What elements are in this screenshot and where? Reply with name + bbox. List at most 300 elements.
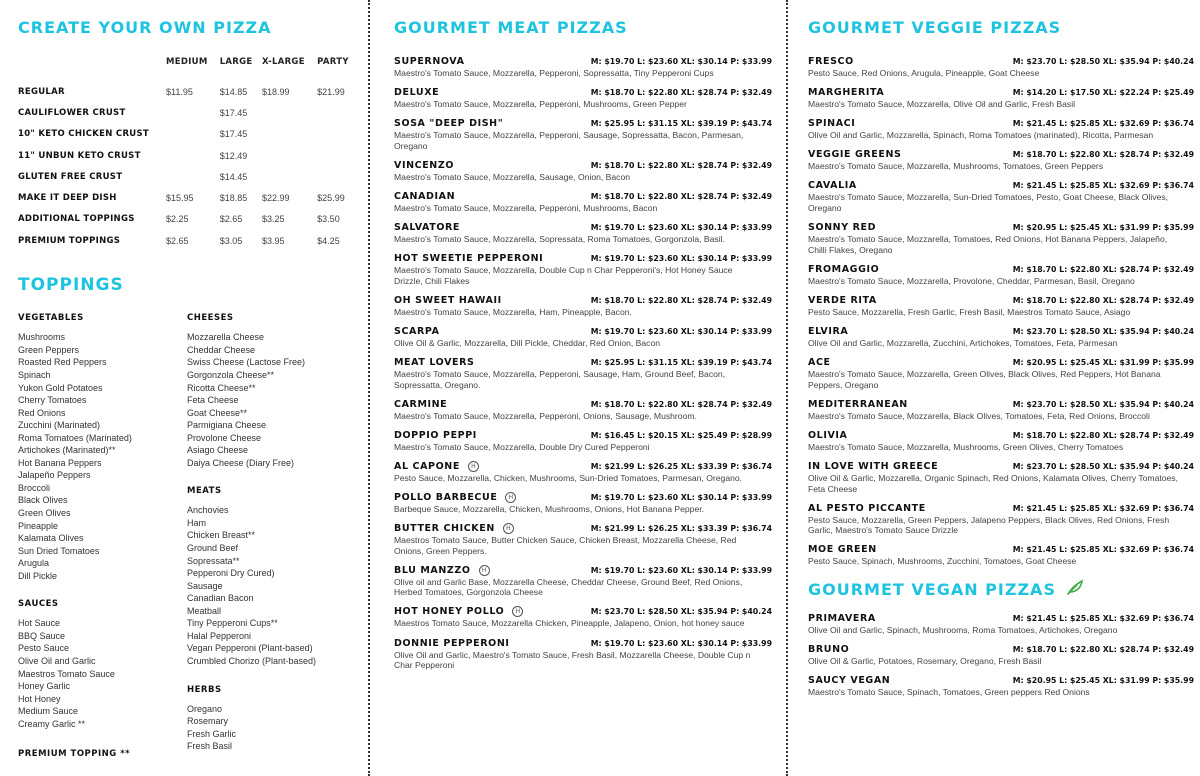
pizza-item (394, 294, 772, 318)
pizza-description: Maestro's Tomato Sauce, Mozzarella, Olive Oil and Garlic, Fresh Basil (808, 99, 1076, 110)
pizza-description: Maestro's Tomato Sauce, Mozzarella, Pepperoni, Mushrooms, Bacon (394, 202, 658, 213)
price-row-label: REGULAR (18, 86, 65, 97)
price-cell: $15.95 (166, 193, 194, 204)
pizza-prices: M: $21.45 L: $25.85 XL: $32.69 P: $36.74 (1012, 503, 1194, 513)
pizza-name: SAUCY VEGAN (808, 675, 891, 687)
pizza-item (808, 429, 1194, 453)
pizza-name: BRUNO (808, 643, 850, 655)
pizza-name-row (808, 326, 848, 337)
pizza-name: SPINACI (808, 118, 856, 130)
pizza-name: DOPPIO PEPPI (394, 429, 477, 441)
pizza-description: Maestros Tomato Sauce, Mozzarella Chicken, Pineapple, Jalapeno, Onion, hot honey sauce (394, 618, 745, 629)
pizza-description: Olive Oil and Garlic, Mozzarella, Spinach, Roma Tomatoes (marinated), Ricotta, Parmesan (808, 130, 1154, 141)
pizza-name-row (808, 118, 855, 129)
pizza-name: HOT HONEY POLLO (394, 606, 505, 618)
create-your-own-price-table (18, 57, 358, 251)
pizza-prices: M: $23.70 L: $28.50 XL: $35.94 P: $40.24 (590, 607, 772, 617)
pizza-prices: M: $18.70 L: $22.80 XL: $28.74 P: $32.49 (590, 88, 772, 98)
price-table-corner (18, 57, 166, 81)
pizza-name: AL CAPONE (394, 460, 460, 472)
halal-badge-icon: H (512, 606, 523, 617)
pizza-description: Maestro's Tomato Sauce, Mozzarella, Sopressata, Roma Tomatoes, Gorgonzola, Basil. (394, 234, 725, 245)
pizza-name-row (394, 87, 439, 98)
topping-item: Pesto Sauce (18, 643, 70, 654)
topping-item: Meatball (187, 605, 222, 616)
pizza-header (808, 674, 1194, 687)
pizza-name: ACE (808, 357, 831, 369)
pizza-prices: M: $25.95 L: $31.15 XL: $39.19 P: $43.74 (590, 358, 772, 368)
pizza-header (808, 148, 1194, 161)
pizza-header (394, 522, 772, 535)
topping-item: Spinach (18, 370, 51, 381)
column-divider-left (368, 0, 370, 776)
price-cell (317, 124, 358, 145)
pizza-name-row (394, 357, 474, 368)
topping-item: Ham (187, 517, 207, 528)
pizza-prices: M: $21.45 L: $25.85 XL: $32.69 P: $36.74 (1012, 119, 1194, 129)
topping-item: Daiya Cheese (Diary Free) (187, 457, 295, 468)
pizza-prices: M: $20.95 L: $25.45 XL: $31.99 P: $35.99 (1012, 358, 1194, 368)
price-cell: $22.99 (262, 193, 290, 204)
price-row (18, 209, 358, 230)
price-cell: $3.95 (262, 235, 285, 246)
price-cell (262, 166, 317, 187)
pizza-header (808, 221, 1194, 234)
pizza-item (808, 398, 1194, 422)
topping-item: Olive Oil and Garlic (18, 655, 96, 666)
price-cell (166, 166, 220, 187)
pizza-name-row (394, 606, 523, 617)
pizza-item (808, 502, 1194, 536)
pizza-item (808, 55, 1194, 79)
topping-item: Parmigiana Cheese (187, 420, 267, 431)
pizza-prices: M: $21.99 L: $26.25 XL: $33.39 P: $36.74 (590, 461, 772, 471)
pizza-header (394, 564, 772, 577)
price-row (18, 124, 358, 145)
topping-item: Hot Sauce (18, 618, 61, 629)
pizza-name-row (394, 160, 454, 171)
create-your-own-column (0, 0, 362, 776)
pizza-name-row (394, 295, 502, 306)
pizza-item (394, 86, 772, 110)
price-cell: $17.45 (219, 107, 248, 118)
topping-item: Zucchini (Marinated) (18, 420, 101, 431)
pizza-description: Maestro's Tomato Sauce, Mozzarella, Provolone, Cheddar, Parmesan, Basil, Oregano (808, 275, 1135, 286)
pizza-name-row (394, 253, 543, 264)
pizza-prices: M: $23.70 L: $28.50 XL: $35.94 P: $40.24 (1012, 57, 1194, 66)
topping-item: Oregano (187, 703, 223, 714)
pizza-item (808, 148, 1194, 172)
pizza-prices: M: $16.45 L: $20.15 XL: $25.49 P: $28.99 (590, 430, 772, 440)
pizza-description: Maestro's Tomato Sauce, Mozzarella, Pepperoni, Onions, Sausage, Mushroom. (394, 410, 697, 421)
pizza-description: Maestro's Tomato Sauce, Mozzarella, Double Cup n Char Pepperoni's, Hot Honey Sauce Drizzle, Chili Flakes (394, 265, 733, 286)
pizza-header (394, 605, 772, 618)
meats-heading: MEATS (187, 486, 222, 497)
create-your-own-heading: CREATE YOUR OWN PIZZA (18, 18, 272, 37)
pizza-item (394, 398, 772, 422)
pizza-name: CARMINE (394, 398, 448, 410)
topping-item: Cheddar Cheese (187, 344, 256, 355)
pizza-prices: M: $18.70 L: $22.80 XL: $28.74 P: $32.49 (590, 160, 772, 170)
price-row (18, 81, 358, 102)
pizza-name: SONNY RED (808, 222, 877, 234)
topping-item: Maestros Tomato Sauce (18, 668, 115, 679)
pizza-prices: M: $18.70 L: $22.80 XL: $28.74 P: $32.49 (1012, 644, 1194, 654)
pizza-description: Maestro's Tomato Sauce, Mozzarella, Pepperoni, Sausage, Sopressatta, Bacon, Parmesan, Oregano (394, 130, 744, 151)
topping-item: Rosemary (187, 716, 229, 727)
size-large-header: LARGE (219, 57, 253, 67)
price-row (18, 230, 358, 251)
pizza-item (808, 263, 1194, 287)
pizza-prices: M: $19.70 L: $23.60 XL: $30.14 P: $33.99 (590, 223, 772, 233)
topping-item: Pineapple (18, 520, 59, 531)
pizza-name-row (808, 56, 854, 67)
pizza-name-row (394, 461, 479, 472)
pizza-header (394, 252, 772, 265)
pizza-header (808, 502, 1194, 515)
pizza-description: Pesto Sauce, Mozzarella, Chicken, Mushrooms, Sun-Dried Tomatoes, Parmesan, Oregano. (394, 472, 743, 483)
pizza-header (808, 612, 1194, 625)
price-table-body (18, 81, 358, 251)
pizza-header (808, 543, 1194, 556)
cheeses-heading: CHEESES (187, 313, 234, 324)
pizza-header (394, 117, 772, 130)
pizza-item (394, 522, 772, 556)
meat-pizza-list (394, 55, 772, 671)
price-row-label: CAULIFLOWER CRUST (18, 107, 126, 118)
veggie-pizza-list (808, 55, 1194, 567)
pizza-name-row (808, 430, 848, 441)
topping-item: Halal Pepperoni (187, 630, 252, 641)
topping-item: Gorgonzola Cheese** (187, 370, 275, 381)
pizza-item (394, 221, 772, 245)
pizza-name-row (394, 399, 447, 410)
meats-list (187, 504, 357, 667)
pizza-description: Maestro's Tomato Sauce, Mozzarella, Ham, Pineapple, Bacon. (394, 306, 632, 317)
pizza-prices: M: $19.70 L: $23.60 XL: $30.14 P: $33.99 (590, 565, 772, 575)
pizza-name-row (808, 675, 890, 686)
price-cell: $25.99 (317, 193, 345, 204)
topping-item: Chicken Breast** (187, 530, 256, 541)
topping-item: BBQ Sauce (18, 630, 66, 641)
pizza-prices: M: $19.70 L: $23.60 XL: $30.14 P: $33.99 (590, 493, 772, 502)
topping-item: Asiago Cheese (187, 445, 249, 456)
pizza-header (394, 429, 772, 442)
topping-item: Tiny Pepperoni Cups** (187, 618, 278, 629)
topping-item: Sopressata** (187, 555, 240, 566)
pizza-name-row (808, 295, 877, 306)
topping-item: Black Olives (18, 495, 68, 506)
pizza-name-row (808, 222, 876, 233)
pizza-item (394, 159, 772, 183)
pizza-prices: M: $19.70 L: $23.60 XL: $30.14 P: $33.99 (590, 638, 772, 648)
pizza-description: Olive Oil and Garlic, Spinach, Mushrooms, Roma Tomatoes, Artichokes, Oregano (808, 624, 1118, 635)
pizza-description: Olive Oil and Garlic, Maestro's Tomato Sauce, Fresh Basil, Mozzarella Cheese, Double Cup n Char Pepperoni (394, 649, 751, 671)
pizza-item (808, 612, 1194, 636)
price-row (18, 145, 358, 166)
topping-item: Red Onions (18, 407, 66, 418)
pizza-prices: M: $23.70 L: $28.50 XL: $35.94 P: $40.24 (1012, 461, 1194, 471)
price-cell (262, 124, 317, 145)
topping-item: Green Olives (18, 508, 71, 519)
pizza-name-row (808, 503, 926, 514)
topping-item: Ricotta Cheese** (187, 382, 256, 393)
size-party-header: PARTY (317, 57, 349, 67)
meat-pizzas-column (380, 0, 780, 776)
topping-item: Sausage (187, 580, 223, 591)
pizza-name: VINCENZO (394, 159, 455, 171)
pizza-item (394, 460, 772, 484)
pizza-header (808, 263, 1194, 276)
pizza-prices: M: $18.70 L: $22.80 XL: $28.74 P: $32.49 (590, 191, 772, 201)
price-row-label: MAKE IT DEEP DISH (18, 193, 117, 204)
pizza-prices: M: $18.70 L: $22.80 XL: $28.74 P: $32.49 (590, 399, 772, 409)
pizza-name: POLLO BARBECUE (394, 492, 498, 503)
pizza-name: MOE GREEN (808, 544, 877, 556)
pizza-header (394, 294, 772, 307)
topping-item: Pepperoni Dry Cured) (187, 568, 275, 579)
topping-item: Sun Dried Tomatoes (18, 545, 100, 556)
pizza-item (808, 643, 1194, 667)
pizza-name-row (808, 180, 857, 191)
pizza-name-row (808, 357, 831, 368)
price-cell: $18.99 (262, 86, 290, 97)
pizza-name: MEDITERRANEAN (808, 398, 908, 410)
price-cell: $2.25 (166, 214, 189, 225)
topping-item: Kalamata Olives (18, 533, 84, 544)
topping-item: Cherry Tomatoes (18, 395, 87, 406)
pizza-prices: M: $19.70 L: $23.60 XL: $30.14 P: $33.99 (590, 254, 772, 264)
pizza-header (394, 159, 772, 172)
pizza-prices: M: $20.95 L: $25.45 XL: $31.99 P: $35.99 (1012, 223, 1194, 233)
price-cell: $14.45 (219, 171, 248, 182)
pizza-prices: M: $21.45 L: $25.85 XL: $32.69 P: $36.74 (1012, 545, 1194, 555)
topping-item: Artichokes (Marinated)** (18, 445, 116, 456)
price-row (18, 166, 358, 187)
pizza-name-row (808, 149, 901, 160)
pizza-item (808, 356, 1194, 390)
topping-item: Provolone Cheese (187, 432, 262, 443)
pizza-description: Pesto Sauce, Spinach, Mushrooms, Zucchini, Tomatoes, Goat Cheese (808, 556, 1077, 567)
pizza-name: BUTTER CHICKEN (394, 523, 495, 535)
pizza-prices: M: $23.70 L: $28.50 XL: $35.94 P: $40.24 (1012, 326, 1194, 336)
topping-item: Broccoli (18, 482, 51, 493)
price-cell: $11.95 (166, 86, 193, 97)
topping-item: Mozzarella Cheese (187, 332, 265, 343)
pizza-header (394, 460, 772, 473)
topping-item: Green Peppers (18, 344, 80, 355)
pizza-prices: M: $18.70 L: $22.80 XL: $28.74 P: $32.49 (1012, 295, 1194, 305)
pizza-name: AL PESTO PICCANTE (808, 502, 926, 514)
topping-item: Honey Garlic (18, 681, 71, 692)
toppings-right-column (187, 313, 357, 769)
pizza-prices: M: $18.70 L: $22.80 XL: $28.74 P: $32.49 (1012, 430, 1194, 440)
price-cell: $14.85 (219, 86, 248, 97)
pizza-prices: M: $23.70 L: $28.50 XL: $35.94 P: $40.24 (1012, 399, 1194, 409)
halal-badge-icon: H (505, 492, 516, 503)
pizza-header (394, 325, 772, 338)
price-table-header-row (18, 57, 358, 81)
price-row-label: ADDITIONAL TOPPINGS (18, 214, 135, 225)
toppings-left-column (18, 313, 183, 747)
price-cell: $17.45 (219, 129, 248, 140)
price-cell (317, 166, 358, 187)
pizza-item (808, 86, 1194, 110)
pizza-name-row (394, 492, 516, 503)
pizza-header (394, 55, 772, 68)
pizza-header (808, 325, 1194, 338)
pizza-name-row (808, 461, 938, 472)
pizza-name: DONNIE PEPPERONI (394, 637, 510, 649)
pizza-prices: M: $19.70 L: $23.60 XL: $30.14 P: $33.99 (590, 326, 772, 336)
pizza-item (394, 55, 772, 79)
price-cell (262, 102, 317, 123)
pizza-header (808, 55, 1194, 68)
pizza-header (808, 429, 1194, 442)
halal-badge-icon: H (479, 565, 490, 576)
pizza-item (394, 429, 772, 453)
pizza-name-row (394, 326, 440, 337)
price-row-label: PREMIUM TOPPINGS (18, 235, 121, 246)
topping-item: Vegan Pepperoni (Plant-based) (187, 643, 313, 654)
herbs-heading: HERBS (187, 684, 222, 695)
pizza-description: Maestro's Tomato Sauce, Mozzarella, Green Olives, Black Olives, Red Peppers, Hot Banana Peppers, Oregano (808, 369, 1161, 390)
pizza-name: SUPERNOVA (394, 56, 465, 67)
pizza-description: Olive Oil & Garlic, Mozzarella, Organic Spinach, Red Onions, Kalamata Olives, Cherry Tomatoes, Feta Cheese (808, 472, 1178, 494)
pizza-item (394, 252, 772, 286)
price-cell (166, 145, 220, 166)
pizza-prices: M: $18.70 L: $22.80 XL: $28.74 P: $32.49 (590, 295, 772, 305)
topping-item: Hot Honey (18, 693, 61, 704)
pizza-name-row (394, 118, 503, 129)
pizza-item (394, 491, 772, 515)
topping-item: Ground Beef (187, 543, 239, 554)
pizza-name: VERDE RITA (808, 294, 877, 306)
veggie-vegan-column (796, 0, 1200, 776)
pizza-header (808, 398, 1194, 411)
topping-item: Canadian Bacon (187, 593, 254, 604)
pizza-prices: M: $14.20 L: $17.50 XL: $22.24 P: $25.49 (1012, 88, 1194, 98)
pizza-header (394, 86, 772, 99)
pizza-description: Pesto Sauce, Mozzarella, Green Peppers, Jalapeno Peppers, Black Olives, Red Onions, Fresh Garlic, Maestro's Tomato Sauce Drizzle (808, 514, 1170, 536)
size-xlarge-header: X-LARGE (262, 57, 305, 67)
topping-item: Goat Cheese** (187, 407, 248, 418)
pizza-item (394, 637, 772, 671)
pizza-description: Maestro's Tomato Sauce, Mozzarella, Mushrooms, Tomatoes, Green Peppers (808, 161, 1104, 172)
premium-topping-note: PREMIUM TOPPING ** (18, 749, 131, 759)
pizza-name: SALVATORE (394, 222, 461, 234)
pizza-description: Pesto Sauce, Mozzarella, Fresh Garlic, Fresh Basil, Maestros Tomato Sauce, Asiago (808, 306, 1131, 317)
pizza-description: Maestros Tomato Sauce, Butter Chicken Sauce, Chicken Breast, Mozzarella Cheese, Red Onions, Green Peppers. (394, 535, 737, 556)
price-cell (317, 145, 358, 166)
pizza-name-row (808, 544, 877, 555)
herbs-list (187, 703, 357, 753)
pizza-name: IN LOVE WITH GREECE (808, 460, 939, 472)
pizza-name: PRIMAVERA (808, 612, 876, 624)
pizza-description: Maestro's Tomato Sauce, Mozzarella, Sausage, Onion, Bacon (394, 171, 631, 182)
pizza-header (394, 637, 772, 650)
topping-item: Roma Tomatoes (Marinated) (18, 432, 132, 443)
pizza-name: MARGHERITA (808, 87, 885, 99)
price-row-label: GLUTEN FREE CRUST (18, 171, 123, 182)
pizza-header (808, 643, 1194, 656)
topping-item: Crumbled Chorizo (Plant-based) (187, 655, 317, 666)
price-cell: $12.49 (219, 150, 248, 161)
pizza-name: CAVALIA (808, 180, 857, 192)
price-cell: $4.25 (317, 235, 340, 246)
pizza-description: Maestro's Tomato Sauce, Mozzarella, Pepperoni, Sausage, Ham, Ground Beef, Bacon, Sopressatta, Oregano. (394, 369, 726, 390)
vegetables-list (18, 331, 183, 582)
topping-item: Medium Sauce (18, 706, 79, 717)
pizza-name-row (808, 613, 876, 624)
pizza-description: Maestro's Tomato Sauce, Mozzarella, Tomatoes, Red Onions, Hot Banana Peppers, Jalapeño, Chilli Flakes, Oregano (808, 234, 1168, 255)
pizza-item (808, 221, 1194, 255)
price-cell (262, 145, 317, 166)
topping-item: Swiss Cheese (Lactose Free) (187, 357, 306, 368)
pizza-name: SCARPA (394, 325, 440, 337)
pizza-name-row (394, 222, 460, 233)
pizza-prices: M: $25.95 L: $31.15 XL: $39.19 P: $43.74 (590, 119, 772, 129)
pizza-item (808, 460, 1194, 494)
topping-item: Fresh Basil (187, 741, 233, 752)
pizza-item (394, 564, 772, 598)
leaf-icon (1066, 579, 1084, 600)
pizza-item (808, 543, 1194, 567)
price-cell (317, 102, 358, 123)
pizza-header (808, 179, 1194, 192)
pizza-header (808, 356, 1194, 369)
pizza-item (808, 179, 1194, 213)
pizza-description: Olive Oil and Garlic, Mozzarella, Zucchini, Artichokes, Tomatoes, Feta, Parmesan (808, 337, 1118, 348)
pizza-prices: M: $19.70 L: $23.60 XL: $30.14 P: $33.99 (590, 57, 772, 66)
toppings-heading: TOPPINGS (18, 275, 124, 296)
price-cell: $21.99 (317, 86, 345, 97)
vegan-heading-row (808, 579, 1194, 600)
topping-item: Hot Banana Peppers (18, 457, 102, 468)
vegan-pizza-list (808, 612, 1194, 698)
price-cell: $18.85 (219, 193, 248, 204)
price-cell (166, 124, 220, 145)
pizza-name-row (394, 430, 477, 441)
pizza-description: Maestro's Tomato Sauce, Mozzarella, Black Olives, Tomatoes, Feta, Red Onions, Broccoli (808, 410, 1150, 421)
pizza-name-row (808, 399, 908, 410)
pizza-header (394, 398, 772, 411)
pizza-prices: M: $21.45 L: $25.85 XL: $32.69 P: $36.74 (1012, 181, 1194, 191)
topping-item: Dill Pickle (18, 570, 58, 581)
pizza-item (808, 117, 1194, 141)
pizza-header (394, 356, 772, 369)
pizza-description: Maestro's Tomato Sauce, Spinach, Tomatoes, Green peppers Red Onions (808, 687, 1090, 698)
topping-item: Arugula (18, 558, 50, 569)
pizza-name: VEGGIE GREENS (808, 149, 902, 161)
pizza-name: SOSA "DEEP DISH" (394, 118, 504, 130)
topping-item: Creamy Garlic ** (18, 718, 86, 729)
pizza-name-row (394, 191, 455, 202)
pizza-name: CANADIAN (394, 190, 456, 202)
pizza-prices: M: $18.70 L: $22.80 XL: $28.74 P: $32.49 (1012, 264, 1194, 274)
pizza-name-row (808, 644, 849, 655)
price-cell: $3.50 (317, 214, 340, 225)
pizza-name-row (394, 565, 490, 576)
topping-item: Mushrooms (18, 332, 66, 343)
vegan-pizzas-heading: GOURMET VEGAN PIZZAS (808, 579, 1056, 599)
pizza-name: DELUXE (394, 87, 440, 99)
pizza-description: Pesto Sauce, Red Onions, Arugula, Pineapple, Goat Cheese (808, 68, 1040, 78)
pizza-item (394, 190, 772, 214)
pizza-name-row (394, 56, 465, 67)
pizza-description: Maestro's Tomato Sauce, Mozzarella, Sun-Dried Tomatoes, Pesto, Goat Cheese, Black Olives, Oregano (808, 192, 1169, 213)
pizza-name-row (808, 87, 884, 98)
